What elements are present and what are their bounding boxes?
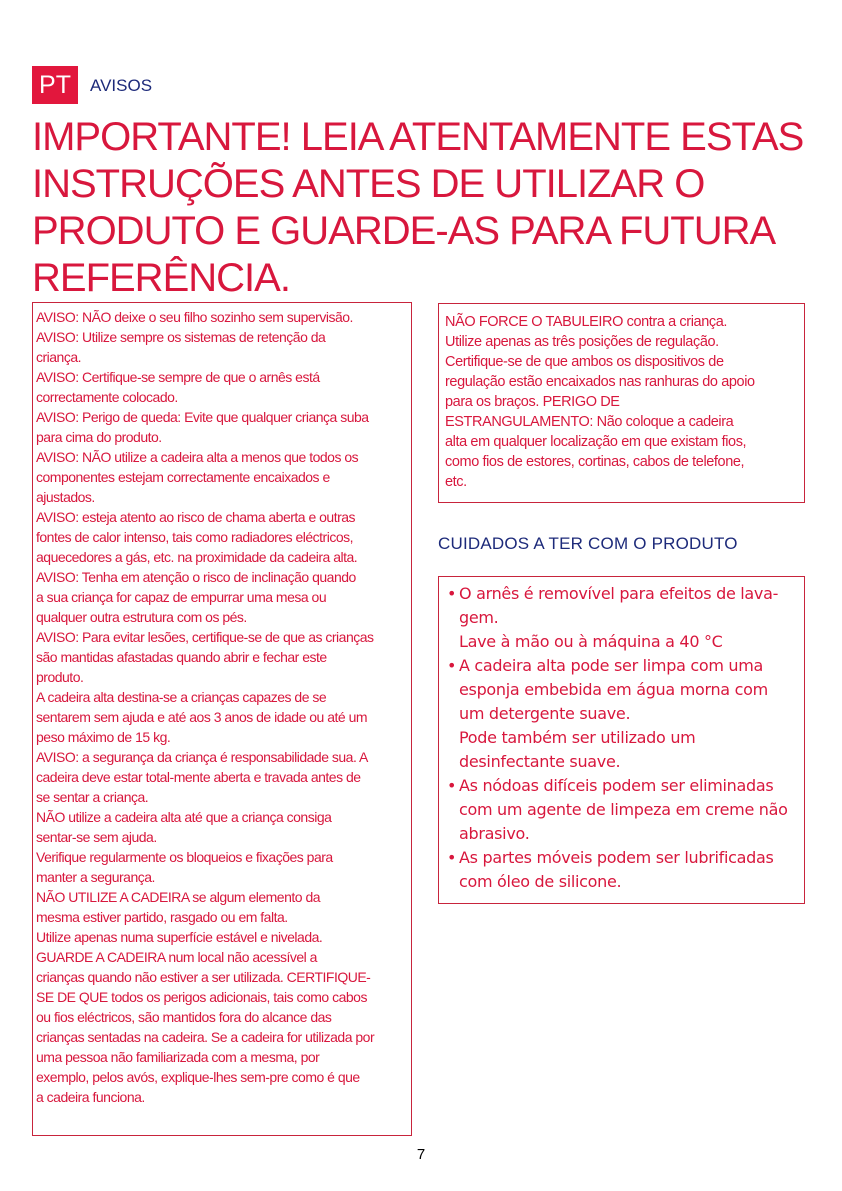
care-item-continuation — [447, 870, 800, 894]
bullet-icon: • — [447, 776, 457, 795]
warning-line: Verifique regularmente os bloqueios e fixações para — [36, 849, 333, 865]
warning-line: a sua criança for capaz de empurrar uma mesa ou — [36, 589, 327, 605]
warning-line: sentar-se sem ajuda. — [36, 829, 157, 845]
care-item-text: abrasivo. — [459, 824, 530, 843]
care-item-text: com óleo de silicone. — [459, 872, 622, 891]
bullet-icon: • — [447, 848, 457, 867]
warning-line: crianças quando não estiver a ser utilizada. CERTIFIQUE- — [36, 969, 371, 985]
care-item-text: Lave à mão ou à máquina a 40 °C — [459, 632, 723, 651]
warning-line: para cima do produto. — [36, 429, 162, 445]
care-item-text: um detergente suave. — [459, 704, 631, 723]
tray-warning-line: regulação estão encaixados nas ranhuras do apoio — [445, 374, 755, 390]
warning-line: AVISO: a segurança da criança é responsabilidade sua. A — [36, 749, 368, 765]
warning-line: AVISO: Utilize sempre os sistemas de retenção da — [36, 329, 326, 345]
warning-line: ajustados. — [36, 489, 95, 505]
care-bullet-item — [447, 774, 800, 798]
bullet-icon: • — [447, 656, 457, 675]
warning-line: AVISO: Perigo de queda: Evite que qualquer criança suba — [36, 409, 369, 425]
warning-line: aquecedores a gás, etc. na proximidade da cadeira alta. — [36, 549, 358, 565]
care-item-text: O arnês é removível para efeitos de lava- — [459, 584, 779, 603]
care-item-text: com um agente de limpeza em creme não — [459, 800, 788, 819]
care-item-continuation — [447, 702, 800, 726]
care-heading: CUIDADOS A TER COM O PRODUTO — [438, 534, 738, 553]
warning-line: NÃO utilize a cadeira alta até que a criança consiga — [36, 809, 332, 825]
section-label: AVISOS — [90, 76, 153, 95]
warning-line: uma pessoa não familiarizada com a mesma, por — [36, 1049, 320, 1065]
warning-line: NÃO UTILIZE A CADEIRA se algum elemento da — [36, 889, 321, 905]
warning-line: AVISO: esteja atento ao risco de chama aberta e outras — [36, 509, 356, 525]
warning-line: fontes de calor intenso, tais como radiadores eléctricos, — [36, 529, 354, 545]
care-item-text: desinfectante suave. — [459, 752, 621, 771]
care-item-continuation — [447, 750, 800, 774]
warning-line: AVISO: Tenha em atenção o risco de inclinação quando — [36, 569, 356, 585]
warning-line: criança. — [36, 349, 82, 365]
care-item-text: A cadeira alta pode ser limpa com uma — [459, 656, 764, 675]
tray-warning-line: Utilize apenas as três posições de regulação. — [445, 334, 719, 350]
tray-warning-line: como fios de estores, cortinas, cabos de telefone, — [445, 454, 745, 470]
language-badge: PT — [32, 66, 78, 104]
warning-line: qualquer outra estrutura com os pés. — [36, 609, 247, 625]
care-item-continuation — [447, 822, 800, 846]
tray-warning-line: para os braços. PERIGO DE — [445, 394, 620, 410]
warning-line: mesma estiver partido, rasgado ou em falta. — [36, 909, 288, 925]
warning-line: exemplo, pelos avós, explique-lhes sem-pre como é que — [36, 1069, 360, 1085]
warning-line: ou fios eléctricos, são mantidos fora do alcance das — [36, 1009, 332, 1025]
tray-warning-line: NÃO FORCE O TABULEIRO contra a criança. — [445, 314, 728, 330]
care-item-continuation — [447, 798, 800, 822]
bullet-icon: • — [447, 584, 457, 603]
warning-line: a cadeira funciona. — [36, 1089, 145, 1105]
care-instructions-box — [438, 576, 805, 904]
warning-line: se sentar a criança. — [36, 789, 149, 805]
tray-warning-line: etc. — [445, 474, 467, 490]
warning-line: AVISO: NÃO utilize a cadeira alta a menos que todos os — [36, 449, 359, 465]
warnings-box — [32, 302, 412, 1136]
tray-warning-line: alta em qualquer localização em que existam fios, — [445, 434, 747, 450]
warning-line: cadeira deve estar total-mente aberta e travada antes de — [36, 769, 361, 785]
care-bullet-item — [447, 654, 800, 678]
care-item-text: Pode também ser utilizado um — [459, 728, 696, 747]
care-item-continuation — [447, 678, 800, 702]
care-item-text: esponja embebida em água morna com — [459, 680, 768, 699]
care-item-text: As partes móveis podem ser lubrificadas — [459, 848, 774, 867]
care-bullet-item — [447, 846, 800, 870]
care-item-text: As nódoas difíceis podem ser eliminadas — [459, 776, 774, 795]
warning-line: produto. — [36, 669, 84, 685]
warning-line: crianças sentadas na cadeira. Se a cadeira for utilizada por — [36, 1029, 375, 1045]
warning-line: GUARDE A CADEIRA num local não acessível a — [36, 949, 317, 965]
care-item-continuation — [447, 606, 800, 630]
warning-line: A cadeira alta destina-se a crianças capazes de se — [36, 689, 327, 705]
tray-warning-box — [438, 303, 805, 503]
warning-line: componentes estejam correctamente encaixados e — [36, 469, 330, 485]
warning-line: manter a segurança. — [36, 869, 155, 885]
page-headline: IMPORTANTE! LEIA ATENTAMENTE ESTAS INSTRUÇÕES ANTES DE UTILIZAR O PRODUTO E GUARDE-AS PARA FUTURA REFERÊNCIA. — [32, 115, 804, 300]
warning-line: correctamente colocado. — [36, 389, 178, 405]
care-bullet-item — [447, 582, 800, 606]
care-item-continuation — [447, 726, 800, 750]
warning-line: SE DE QUE todos os perigos adicionais, tais como cabos — [36, 989, 367, 1005]
tray-warning-line: Certifique-se de que ambos os dispositivos de — [445, 354, 724, 370]
warning-line: AVISO: Para evitar lesões, certifique-se de que as crianças — [36, 629, 374, 645]
care-item-continuation — [447, 630, 800, 654]
page-number: 7 — [416, 1146, 426, 1163]
warning-line: sentarem sem ajuda e até aos 3 anos de idade ou até um — [36, 709, 368, 725]
care-item-text: gem. — [459, 608, 499, 627]
warning-line: peso máximo de 15 kg. — [36, 729, 171, 745]
warning-line: são mantidas afastadas quando abrir e fechar este — [36, 649, 327, 665]
tray-warning-line: ESTRANGULAMENTO: Não coloque a cadeira — [445, 414, 734, 430]
warning-line: AVISO: NÃO deixe o seu filho sozinho sem supervisão. — [36, 309, 353, 325]
warning-line: AVISO: Certifique-se sempre de que o arnês está — [36, 369, 320, 385]
warning-line: Utilize apenas numa superfície estável e nivelada. — [36, 929, 323, 945]
